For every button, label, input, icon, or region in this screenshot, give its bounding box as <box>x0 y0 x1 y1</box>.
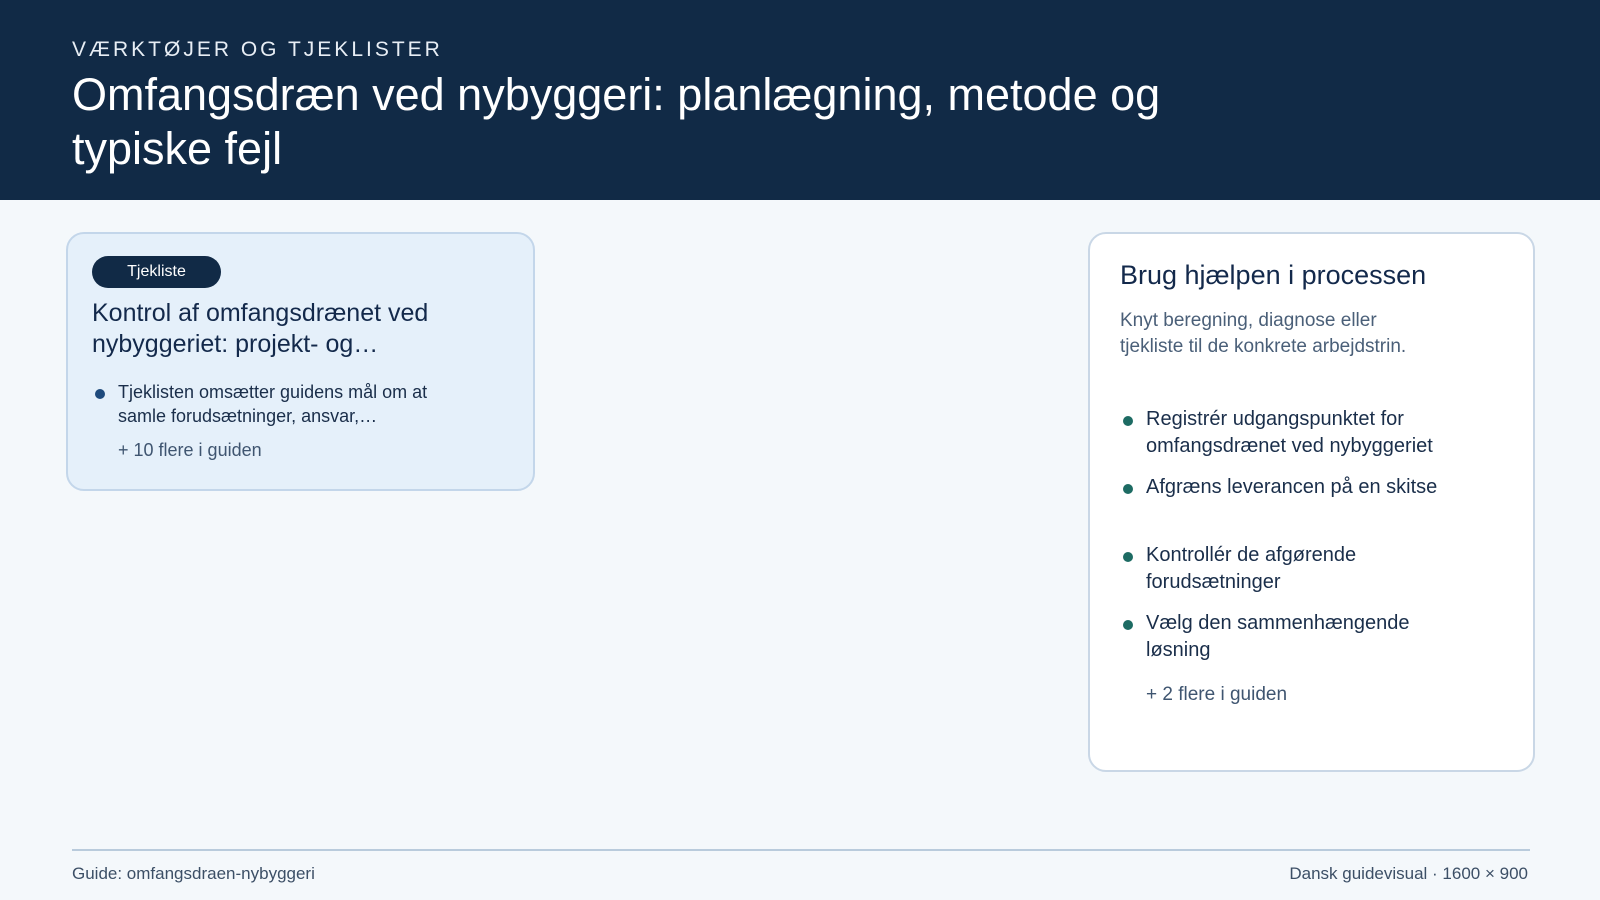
section-eyebrow: VÆRKTØJER OG TJEKLISTER <box>72 38 443 61</box>
bullet-dot-icon <box>1123 416 1133 426</box>
list-item-text: Registrér udgangspunktet for omfangsdrænet ved nybyggeriet <box>1146 408 1433 457</box>
help-description: Knyt beregning, diagnose eller tjekliste til de konkrete arbejdstrin. <box>1120 310 1407 357</box>
page-header <box>0 0 1600 200</box>
list-item-text: Tjeklisten omsætter guidens mål om at samle forudsætninger, ansvar,… <box>118 382 428 426</box>
footer-divider <box>72 849 1530 851</box>
help-card <box>1088 232 1535 772</box>
bullet-dot-icon <box>95 389 105 399</box>
bullet-dot-icon <box>1123 484 1133 494</box>
checklist-card[interactable] <box>66 232 535 491</box>
page-title: Omfangsdræn ved nybyggeri: planlægning, metode og typiske fejl <box>72 69 1161 174</box>
list-item-text: Vælg den sammenhængende løsning <box>1146 612 1410 661</box>
checklist-badge: Tjekliste <box>92 256 221 288</box>
more-in-guide-link[interactable]: + 10 flere i guiden <box>118 440 262 460</box>
help-title: Brug hjælpen i processen <box>1120 260 1427 290</box>
list-item-text: Afgræns leverancen på en skitse <box>1146 476 1438 498</box>
bullet-dot-icon <box>1123 552 1133 562</box>
checklist-title[interactable]: Kontrol af omfangsdrænet ved nybyggeriet: projekt- og… <box>92 299 429 358</box>
list-item-text: Kontrollér de afgørende forudsætninger <box>1146 544 1357 593</box>
footer-meta: Dansk guidevisual · 1600 × 900 <box>1289 864 1528 883</box>
bullet-dot-icon <box>1123 620 1133 630</box>
more-in-guide-link[interactable]: + 2 flere i guiden <box>1146 684 1288 705</box>
footer-guide-slug: Guide: omfangsdraen-nybyggeri <box>72 864 315 883</box>
